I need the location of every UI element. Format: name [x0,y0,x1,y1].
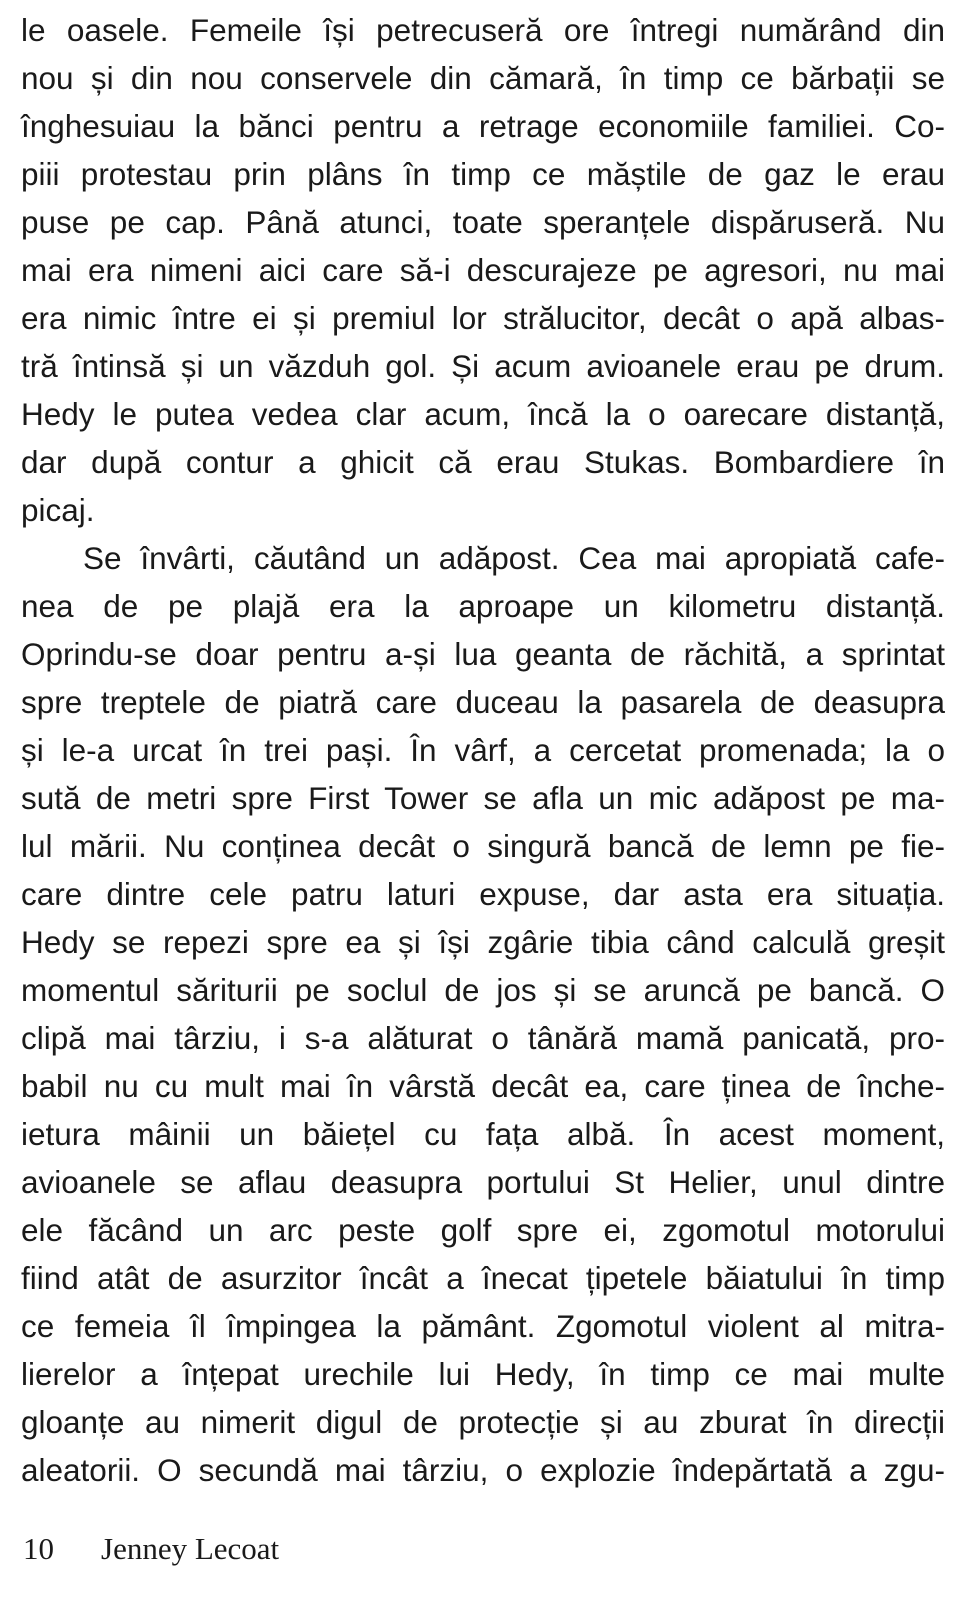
body-text [21,6,945,1494]
text-line: nea de pe plajă era la aproape un kilometru distanță. [21,588,945,624]
text-line: nou și din nou conservele din cămară, în timp ce bărbații se [21,60,945,96]
text-line: babil nu cu mult mai în vârstă decât ea, care ținea de înche- [21,1068,945,1104]
paragraph-2 [21,534,945,1494]
text-line: piii protestau prin plâns în timp ce măștile de gaz le erau [21,156,945,192]
text-line: lierelor a înțepat urechile lui Hedy, în timp ce mai multe [21,1356,945,1392]
text-line: avioanele se aflau deasupra portului St Helier, unul dintre [21,1164,945,1200]
text-line: sută de metri spre First Tower se afla un mic adăpost pe ma- [21,780,945,816]
running-footer-author: Jenney Lecoat [101,1531,280,1566]
text-line: Oprindu-se doar pentru a-și lua geanta de răchită, a sprintat [21,636,945,672]
paragraph-1 [21,6,945,534]
text-line: era nimic între ei și premiul lor strălucitor, decât o apă albas- [21,300,945,336]
text-line: aleatorii. O secundă mai târziu, o explozie îndepărtată a zgu- [21,1452,945,1488]
text-line: tră întinsă și un văzduh gol. Și acum avioanele erau pe drum. [21,348,945,384]
text-line: și le-a urcat în trei pași. În vârf, a cercetat promenada; la o [21,732,945,768]
text-line: lul mării. Nu conținea decât o singură bancă de lemn pe fie- [21,828,945,864]
text-line: le oasele. Femeile își petrecuseră ore întregi numărând din [21,12,945,48]
text-line: înghesuiau la bănci pentru a retrage economiile familiei. Co- [21,108,945,144]
text-line: spre treptele de piatră care duceau la pasarela de deasupra [21,684,945,720]
text-line: picaj. [21,492,95,528]
text-line: Se învârti, căutând un adăpost. Cea mai apropiată cafe- [83,540,945,576]
text-line: clipă mai târziu, i s-a alăturat o tânără mamă panicată, pro- [21,1020,945,1056]
text-line: gloanțe au nimerit digul de protecție și au zburat în direcții [21,1404,945,1440]
page-footer [23,1524,279,1574]
text-line: momentul săriturii pe soclul de jos și se aruncă pe bancă. O [21,972,945,1008]
text-line: Hedy le putea vedea clar acum, încă la o oarecare distanță, [21,396,945,432]
text-line: mai era nimeni aici care să-i descurajeze pe agresori, nu mai [21,252,945,288]
text-line: ietura mâinii un băiețel cu fața albă. În acest moment, [21,1116,945,1152]
text-line: fiind atât de asurzitor încât a înecat țipetele băiatului în timp [21,1260,945,1296]
text-line: puse pe cap. Până atunci, toate speranțele dispăruseră. Nu [21,204,945,240]
text-line: care dintre cele patru laturi expuse, dar asta era situația. [21,876,945,912]
text-line: Hedy se repezi spre ea și își zgârie tibia când calculă greșit [21,924,945,960]
page-number: 10 [23,1531,54,1566]
text-line: ele făcând un arc peste golf spre ei, zgomotul motorului [21,1212,945,1248]
text-line: dar după contur a ghicit că erau Stukas. Bombardiere în [21,444,945,480]
text-line: ce femeia îl împingea la pământ. Zgomotul violent al mitra- [21,1308,945,1344]
